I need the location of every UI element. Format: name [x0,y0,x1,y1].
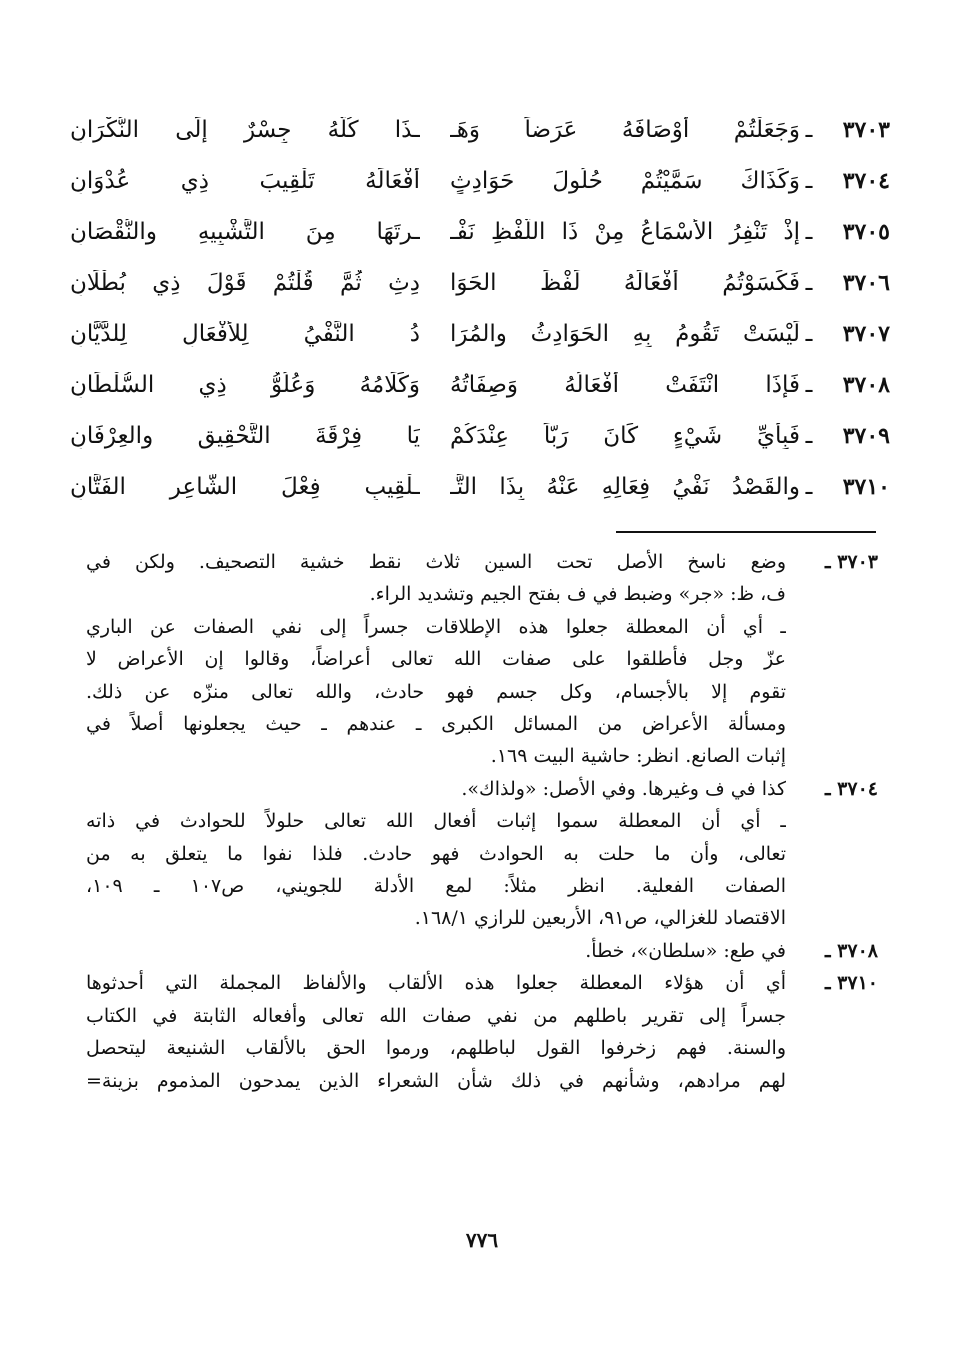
footnote-text: وضع ناسخ الأصل تحت السين ثلاث نقط خشية التصحيف. ولكن في [86,551,786,573]
verse-second-hemistich: دِثِ ثُمَّ قُلْتُمْ قَوْلَ ذِي بُطْلَانِ [70,269,420,296]
footnote-text: أي أن هؤلاء المعطلة جعلوا هذه الألقاب والألفاظ المجملة التي أحدثوها [86,972,786,995]
footnote-line [86,1065,878,1097]
verse-row [70,104,890,155]
footnote-label: ٣٧١٠ ـ [824,972,878,995]
footnote-label: ٣٧٠٤ ـ [824,777,878,800]
verse-number: ٣٧٠٩ [842,422,890,449]
footnote-label: ٣٧٠٣ ـ [824,551,878,573]
footnote-line [86,838,878,870]
footnote-line [86,773,878,805]
verse-dash: ـ [805,116,813,143]
footnote-line [86,1000,878,1032]
verse-row [70,155,890,206]
verse-number: ٣٧٠٧ [842,320,890,347]
verse-dash: ـ [805,269,813,296]
footnote-text: جسراً إلى تقرير باطلهم من نفي صفات الله تعالى وأفعاله الثابتة في الكتاب [86,1004,786,1027]
verse-dash: ـ [805,422,813,449]
verse-second-hemistich: ـذَا كُلُّهُ جِسْرٌ إِلَى النُّكْرَانِ [70,116,420,143]
footnote-line [86,902,878,934]
footnote-text: لهم مرادهم، وشأنهم في ذلك شأن الشعراء الذين يمدحون المذموم بزينة= [86,1069,786,1092]
footnote-text: الصفات الفعلية. انظر مثلاً: لمع الأدلة للجويني، ص١٠٧ ـ ١٠٩، [86,875,786,898]
verse-first-hemistich: فَبِأَيِّ شَيْءٍ كَانَ رَبّاً عِنْدَكُمْ [450,422,800,449]
verse-second-hemistich: ـلْقِيبِ فِعْلَ الشَّاعِرِ الفَتَّانِ [70,473,420,500]
verse-second-hemistich: دُ النَّفْيُ لِلأَفْعَالِ لِلدَّيَّانِ [70,320,420,347]
footnote-text: ف، ظ: «جر» وضبط في ف بفتح الجيم وتشديد الراء. [369,583,786,606]
footnote-text: ـ أي أن المعطلة سموا إثبات أفعال الله تعالى حلولاً للحوادث في ذاته [86,810,786,833]
verse-dash: ـ [805,371,813,398]
verse-number: ٣٧٠٦ [842,269,890,296]
verse-row [70,410,890,461]
footnote-line [86,643,878,675]
verse-number: ٣٧٠٣ [842,116,890,143]
verse-row [70,308,890,359]
verse-first-hemistich: وَجَعَلْتُمْ أَوْصَافَهُ عَرَضاً وَهَـ [450,116,800,143]
verse-second-hemistich: وَكَلَامُهُ وَعُلُوُّ ذِي السُّلْطَانِ [70,371,420,398]
footnote-line [86,708,878,740]
footnote-text: تقوم إلا بالأجسام، وكل جسم فهو حادث، والله تعالى منزّه عن ذلك. [86,680,786,703]
verse-dash: ـ [805,218,813,245]
verse-first-hemistich: والقَصْدُ نَفْيُ فِعَالِهِ عَنْهُ بِذَا التَّـ [450,473,800,500]
footnote-line [86,1032,878,1064]
verse-row [70,359,890,410]
verse-first-hemistich: لَيْسَتْ تَقُومُ بِهِ الحَوَادِثُ والمُرَا [450,320,800,347]
verse-dash: ـ [805,320,813,347]
page-number: ٧٧٦ [465,1228,499,1252]
verse-row [70,461,890,512]
verse-dash: ـ [805,167,813,194]
footnote-text: إثبات الصانع. انظر: حاشية البيت ١٦٩. [490,745,786,768]
verse-dash: ـ [805,473,813,500]
verse-second-hemistich: أَفْعَالَهُ تَلْقِيبَ ذِي عُدْوَانِ [70,167,420,194]
verse-number: ٣٧٠٤ [842,167,890,194]
footnote-line [86,870,878,902]
footnote-label: ٣٧٠٨ ـ [824,939,878,962]
footnote-line [86,740,878,772]
footnote-line [86,546,878,578]
verse-second-hemistich: يَا فِرْقَةَ التَّحْقِيقِ والعِرْفَانِ [70,422,420,449]
footnote-line [86,676,878,708]
footnote-line [86,967,878,999]
verse-first-hemistich: فَكَسَوْتُمُ أَفْعَالَهُ لَفْظَ الحَوَا [450,269,800,296]
footnote-text: عزّ وجل فأطلقوا على صفات الله تعالى أعراضاً، وقالوا إن الأعراض لا [86,648,786,671]
verse-first-hemistich: فَإِذَا انْتَفَتْ أَفْعَالُهُ وَصِفَاتُهُ [450,371,800,398]
footnote-line [86,805,878,837]
verse-first-hemistich: إِذْ تَنْفِرُ الأَسْمَاعُ مِنْ ذَا اللَّفْظِ نَفْـ [450,218,800,245]
verse-row [70,257,890,308]
verse-first-hemistich: وَكَذَاكَ سَمَّيْتُمْ حُلُولَ حَوَادِثٍ [450,167,800,194]
footnote-text: الاقتصاد للغزالي، ص٩١، الأربعين للرازي ١٦٨/١. [414,907,786,930]
verse-number: ٣٧١٠ [842,473,890,500]
verse-number: ٣٧٠٥ [842,218,890,245]
footnote-separator [616,531,876,533]
footnote-line [86,611,878,643]
footnote-text: تعالى، وأن ما حلت به الحوادث فهو حادث. فلذا نفوا ما يتعلق به من [86,842,786,865]
footnote-line [86,578,878,610]
verses-section [70,104,890,512]
footnote-text: كذا في ف وغيرها. وفي الأصل: «ولذاك». [461,777,786,800]
footnote-text: في طع: «سلطان»، خطأ. [585,939,786,962]
verse-number: ٣٧٠٨ [842,371,890,398]
footnote-text: ومسألة الأعراض من المسائل الكبرى ـ عندهم ـ حيث يجعلونها أصلاً في [86,713,786,736]
footnote-text: والسنة. فهم زخرفوا القول لباطلهم، ورموا الحق بالألقاب الشنيعة ليتحصل [86,1037,786,1060]
footnote-text: ـ أي أن المعطلة جعلوا هذه الإطلاقات جسراً إلى نفي الصفات عن الباري [86,615,786,638]
footnote-line [86,935,878,967]
footnotes-section [86,546,878,1097]
verse-second-hemistich: ـرتَهَا مِنَ التَّشْبِيهِ والنُّقْصَانِ [70,218,420,245]
verse-row [70,206,890,257]
